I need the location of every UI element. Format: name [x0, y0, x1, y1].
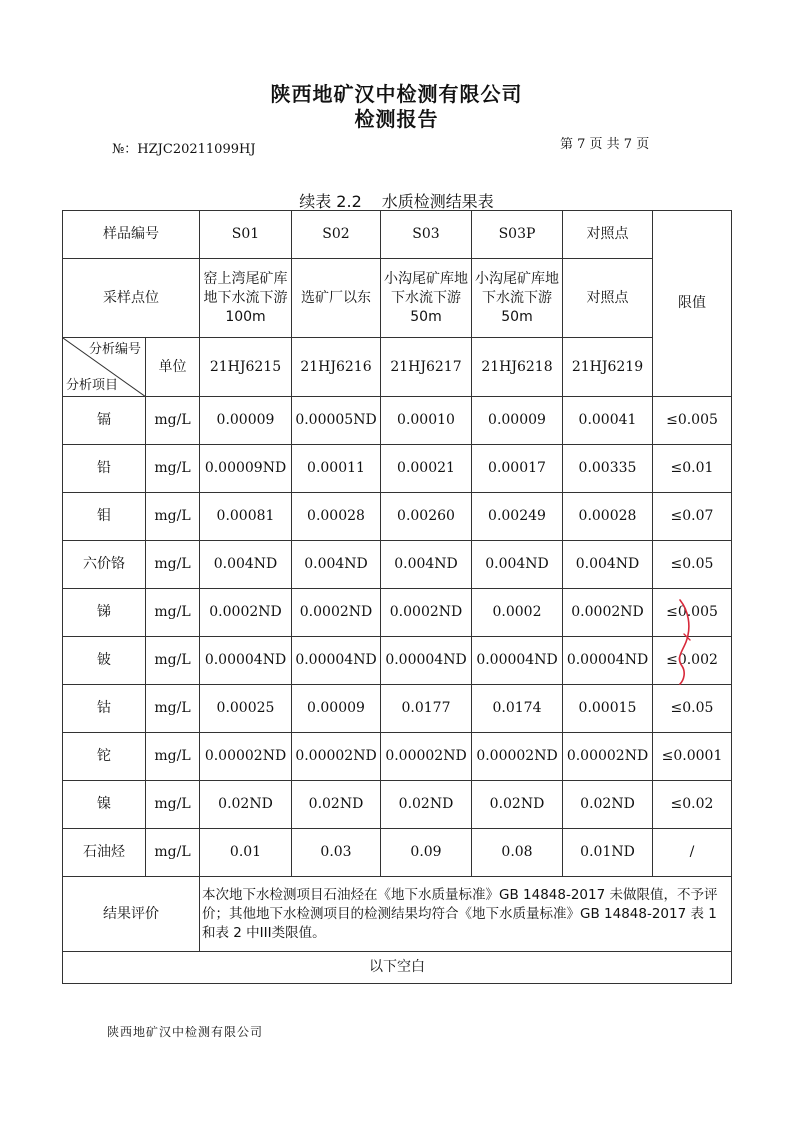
limit-cell: ≤0.002	[653, 637, 732, 685]
table-row	[63, 637, 732, 685]
evaluation-row	[63, 877, 732, 952]
value-cell: 0.004ND	[472, 541, 563, 589]
value-cell: 0.00004ND	[472, 637, 563, 685]
limit-cell: ≤0.02	[653, 781, 732, 829]
value-cell: 0.02ND	[472, 781, 563, 829]
sample-id-cell: S03	[381, 211, 472, 259]
unit-cell: mg/L	[146, 397, 200, 445]
value-cell: 0.00004ND	[563, 637, 653, 685]
table-row	[63, 493, 732, 541]
unit-cell: mg/L	[146, 589, 200, 637]
value-cell: 0.00005ND	[292, 397, 381, 445]
unit-cell: mg/L	[146, 685, 200, 733]
limit-cell: ≤0.005	[653, 589, 732, 637]
value-cell: 0.08	[472, 829, 563, 877]
item-cell: 钴	[63, 685, 146, 733]
limit-cell: ≤0.005	[653, 397, 732, 445]
value-cell: 0.00260	[381, 493, 472, 541]
unit-cell: mg/L	[146, 541, 200, 589]
table-row	[63, 541, 732, 589]
table-row	[63, 733, 732, 781]
item-cell: 镍	[63, 781, 146, 829]
item-cell: 石油烃	[63, 829, 146, 877]
sample-id-cell: 对照点	[563, 211, 653, 259]
analysis-item-label: 分析项目	[66, 378, 119, 393]
value-cell: 0.00028	[563, 493, 653, 541]
unit-cell: mg/L	[146, 445, 200, 493]
diagonal-header-cell	[63, 338, 146, 397]
limit-cell: ≤0.0001	[653, 733, 732, 781]
value-cell: 0.00002ND	[472, 733, 563, 781]
table-row	[63, 445, 732, 493]
value-cell: 0.00004ND	[381, 637, 472, 685]
unit-cell: mg/L	[146, 781, 200, 829]
limit-cell: ≤0.01	[653, 445, 732, 493]
analysis-number-label: 分析编号	[88, 342, 141, 357]
value-cell: 0.0002ND	[563, 589, 653, 637]
item-cell: 铍	[63, 637, 146, 685]
value-cell: 0.004ND	[292, 541, 381, 589]
value-cell: 0.00010	[381, 397, 472, 445]
footer-company: 陕西地矿汉中检测有限公司	[107, 1025, 264, 1039]
value-cell: 0.02ND	[563, 781, 653, 829]
sample-id-row	[63, 211, 732, 259]
item-cell: 铅	[63, 445, 146, 493]
value-cell: 0.00335	[563, 445, 653, 493]
evaluation-label: 结果评价	[63, 877, 200, 952]
analysis-number-cell: 21HJ6219	[563, 338, 653, 397]
value-cell: 0.004ND	[200, 541, 292, 589]
value-cell: 0.00021	[381, 445, 472, 493]
value-cell: 0.0002ND	[292, 589, 381, 637]
value-cell: 0.01ND	[563, 829, 653, 877]
sample-id-cell: S01	[200, 211, 292, 259]
limit-cell: ≤0.07	[653, 493, 732, 541]
item-cell: 钼	[63, 493, 146, 541]
value-cell: 0.00028	[292, 493, 381, 541]
location-cell: 窑上湾尾矿库地下水流下游 100m	[200, 259, 292, 338]
water-quality-table	[62, 210, 732, 984]
location-cell: 对照点	[563, 259, 653, 338]
value-cell: 0.00017	[472, 445, 563, 493]
value-cell: 0.00004ND	[200, 637, 292, 685]
value-cell: 0.00041	[563, 397, 653, 445]
limit-cell: /	[653, 829, 732, 877]
report-title: 检测报告	[354, 107, 439, 131]
unit-cell: mg/L	[146, 829, 200, 877]
table-caption-prefix: 续表 2.2	[299, 192, 362, 211]
value-cell: 0.02ND	[292, 781, 381, 829]
item-cell: 锑	[63, 589, 146, 637]
table-caption	[0, 189, 793, 212]
unit-label: 单位	[146, 338, 200, 397]
sampling-location-row	[63, 259, 732, 338]
blank-note-row	[63, 952, 732, 984]
value-cell: 0.02ND	[381, 781, 472, 829]
table-row	[63, 829, 732, 877]
item-cell: 铊	[63, 733, 146, 781]
value-cell: 0.01	[200, 829, 292, 877]
table-row	[63, 397, 732, 445]
value-cell: 0.0177	[381, 685, 472, 733]
analysis-number-row	[63, 338, 732, 397]
evaluation-text: 本次地下水检测项目石油烃在《地下水质量标准》GB 14848-2017 未做限值，不予评价；其他地下水检测项目的检测结果均符合《地下水质量标准》GB 14848-2017 表 1 和表 2 中III类限值。	[200, 877, 732, 952]
value-cell: 0.00002ND	[200, 733, 292, 781]
value-cell: 0.00025	[200, 685, 292, 733]
unit-cell: mg/L	[146, 733, 200, 781]
value-cell: 0.00015	[563, 685, 653, 733]
signature-mark	[662, 596, 702, 686]
value-cell: 0.0002	[472, 589, 563, 637]
value-cell: 0.09	[381, 829, 472, 877]
table-caption-title: 水质检测结果表	[381, 192, 494, 211]
sample-id-cell: S02	[292, 211, 381, 259]
value-cell: 0.004ND	[563, 541, 653, 589]
value-cell: 0.0002ND	[200, 589, 292, 637]
sample-id-label: 样品编号	[63, 211, 200, 259]
location-cell: 选矿厂以东	[292, 259, 381, 338]
value-cell: 0.0002ND	[381, 589, 472, 637]
value-cell: 0.00011	[292, 445, 381, 493]
document-number: №：HZJC20211099HJ	[112, 142, 256, 157]
analysis-number-cell: 21HJ6218	[472, 338, 563, 397]
table-row	[63, 685, 732, 733]
item-cell: 镉	[63, 397, 146, 445]
value-cell: 0.03	[292, 829, 381, 877]
limit-header: 限值	[653, 211, 732, 397]
company-name: 陕西地矿汉中检测有限公司	[270, 82, 523, 106]
value-cell: 0.00002ND	[292, 733, 381, 781]
location-cell: 小沟尾矿库地下水流下游 50m	[381, 259, 472, 338]
value-cell: 0.0174	[472, 685, 563, 733]
unit-cell: mg/L	[146, 637, 200, 685]
analysis-number-cell: 21HJ6217	[381, 338, 472, 397]
value-cell: 0.00009	[472, 397, 563, 445]
value-cell: 0.00002ND	[381, 733, 472, 781]
value-cell: 0.00009	[200, 397, 292, 445]
item-cell: 六价铬	[63, 541, 146, 589]
analysis-number-cell: 21HJ6216	[292, 338, 381, 397]
table-row	[63, 781, 732, 829]
sample-id-cell: S03P	[472, 211, 563, 259]
location-cell: 小沟尾矿库地下水流下游 50m	[472, 259, 563, 338]
value-cell: 0.00249	[472, 493, 563, 541]
value-cell: 0.00009ND	[200, 445, 292, 493]
limit-cell: ≤0.05	[653, 541, 732, 589]
unit-cell: mg/L	[146, 493, 200, 541]
blank-note: 以下空白	[63, 952, 732, 984]
value-cell: 0.00009	[292, 685, 381, 733]
analysis-number-cell: 21HJ6215	[200, 338, 292, 397]
sampling-location-label: 采样点位	[63, 259, 200, 338]
table-row	[63, 589, 732, 637]
value-cell: 0.00002ND	[563, 733, 653, 781]
value-cell: 0.00004ND	[292, 637, 381, 685]
page-number: 第 7 页 共 7 页	[560, 137, 650, 152]
value-cell: 0.004ND	[381, 541, 472, 589]
limit-cell: ≤0.05	[653, 685, 732, 733]
value-cell: 0.02ND	[200, 781, 292, 829]
value-cell: 0.00081	[200, 493, 292, 541]
